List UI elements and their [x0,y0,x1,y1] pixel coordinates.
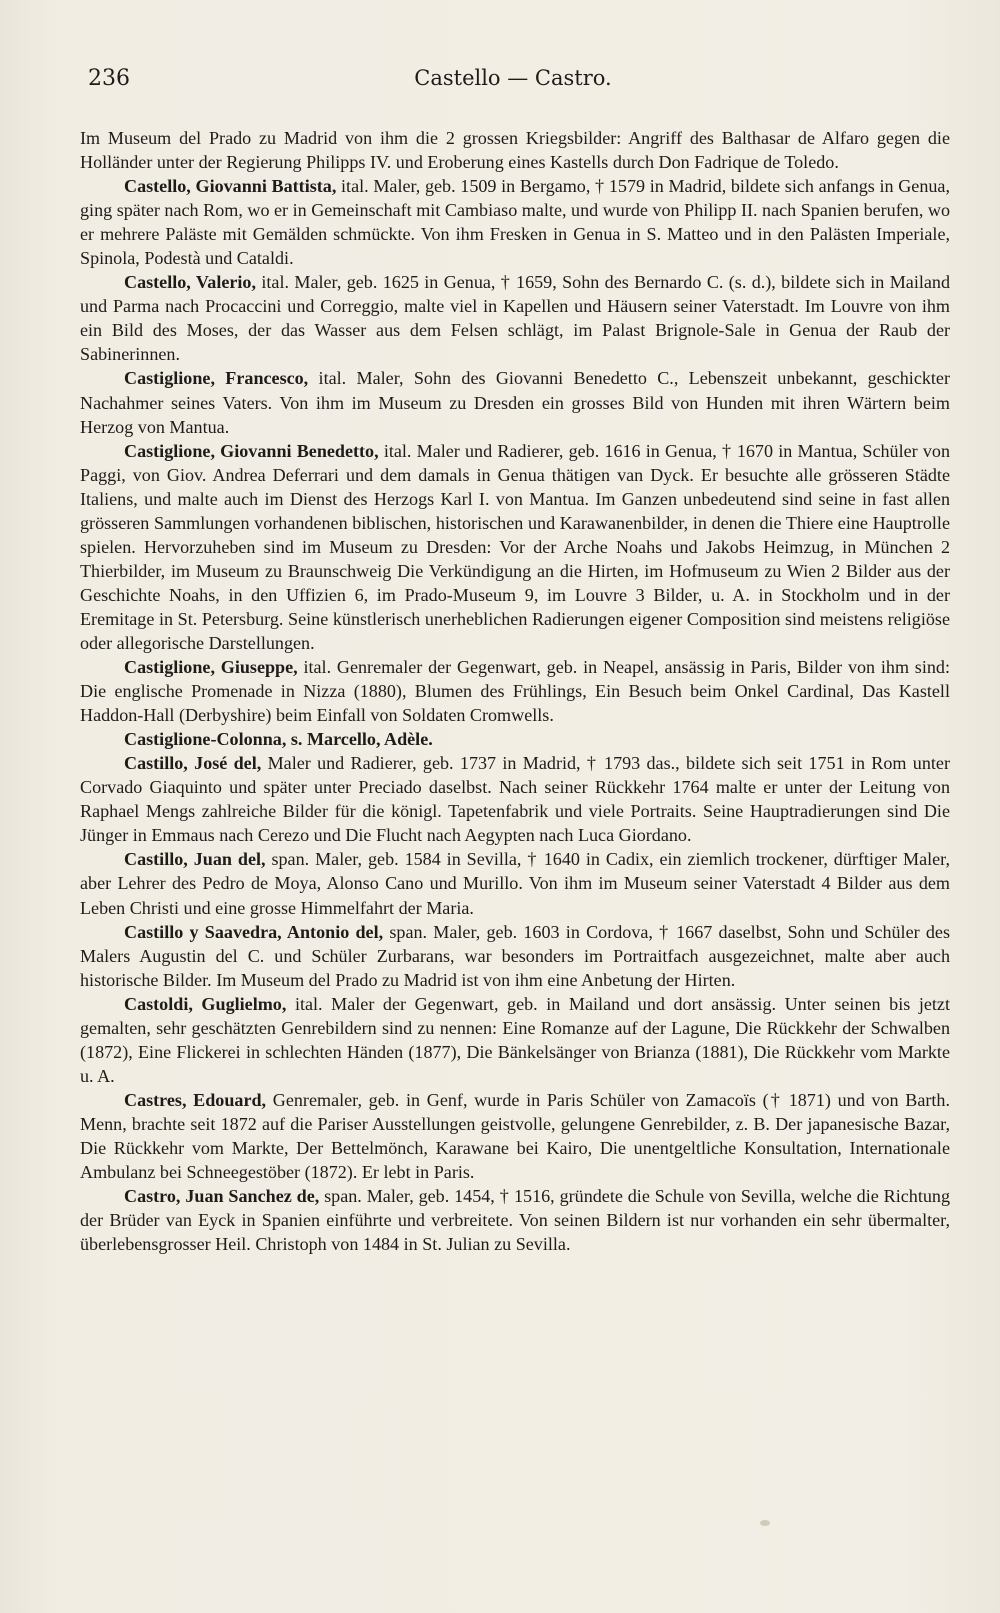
entry-castiglione-colonna [80,727,950,751]
entry-headword: Castillo, José del, [124,753,262,774]
entry-headword: Castoldi, Guglielmo, [124,993,287,1014]
entry-headword: Castello, Valerio, [124,272,257,293]
entry-castiglione-francesco [80,366,950,438]
entry-castiglione-giuseppe [80,655,950,727]
entry-castillo-y-saavedra [80,920,950,992]
entry-castiglione-giovanni-benedetto [80,439,950,655]
entry-castres-edouard [80,1088,950,1184]
entry-castello-valerio [80,270,950,366]
entry-body: ital. Maler der Gegenwart, geb. in Mailand und dort ansässig. Unter seinen bis jetzt gemalten, sehr geschätzten Genrebildern sind zu nennen: Eine Romanze auf der Lagune, Die Rückkehr der Schwalben (1872), Eine Flickerei in schlechten Händen (1877), Die Bänkelsänger von Brianza (1881), Die Rückkehr vom Markte u. A. [80,993,950,1086]
entry-body: Im Museum del Prado zu Madrid von ihm die 2 grossen Kriegsbilder: Angriff des Balthasar de Alfaro gegen die Holländer unter der Regierung Philipps IV. und Eroberung eines Kastells durch Don Fadrique de Toledo. [80,128,950,173]
entry-castillo-juan [80,847,950,919]
paper-blemish [760,1520,770,1526]
entry-headword: Castiglione, Giuseppe, [124,657,298,678]
entry-headword: Castres, Edouard, [124,1089,267,1110]
entry-body: ital. Maler und Radierer, geb. 1616 in Genua, † 1670 in Mantua, Schüler von Paggi, von Giov. Andrea Deferrari und dem damals in Genua thätigen van Dyck. Er besuchte alle grösseren Städte Italiens, und malte auch im Dienst des Herzogs Karl I. von Mantua. Im Ganzen unbedeutend sind seine in fast allen grösseren Sammlungen vorhandenen biblischen, historischen und Karawanenbilder, in denen die Thiere eine Hauptrolle spielen. Hervorzuheben sind im Museum zu Dresden: Vor der Arche Noahs und Jakobs Heimzug, in München 2 Thierbilder, im Museum zu Braunschweig Die Verkündigung an die Hirten, im Hofmuseum zu Wien 2 Bilder aus der Geschichte Noahs, in den Uffizien 6, im Prado-Museum 9, im Louvre 3 Bilder, u. A. in Stockholm und in der Eremitage in St. Petersburg. Seine künstlerisch unerheblichen Radierungen eigener Composition sind meistens religiöse oder allegorische Darstellungen. [80,440,951,653]
entry-headword: Castiglione, Francesco, [124,368,309,389]
page-number: 236 [88,66,130,91]
entry-body: Genremaler, geb. in Genf, wurde in Paris Schüler von Zamacoïs († 1871) und von Barth. Menn, brachte seit 1872 auf die Pariser Ausstellungen geistvolle, gelungene Genrebilder, z. B. Der japanesische Bazar, Die Rückkehr vom Markte, Der Bettelmönch, Karawane bei Kairo, Die unentgeltliche Konsultation, Internationale Ambulanz bei Schneegestöber (1872). Er lebt in Paris. [80,1089,950,1183]
entry-body: span. Maler, geb. 1584 in Sevilla, † 1640 in Cadix, ein ziemlich trockener, dürftiger Maler, aber Lehrer des Pedro de Moya, Alonso Cano und Murillo. Von ihm im Museum seiner Vaterstadt 4 Bilder aus dem Leben Christi und eine grosse Himmelfahrt der Maria. [80,849,950,918]
entry-body: Maler und Radierer, geb. 1737 in Madrid, † 1793 das., bildete sich seit 1751 in Rom unter Corvado Giaquinto und später unter Preciado daselbst. Nach seiner Rückkehr 1764 malte er unter der Leitung von Raphael Mengs zahlreiche Bilder für die königl. Tapetenfabrik und viele Portraits. Seine Hauptradierungen sind Die Jünger in Emmaus nach Cerezo und Die Flucht nach Aegypten nach Luca Giordano. [80,753,950,846]
running-head: Castello — Castro. [414,66,612,90]
entry-castillo-jose [80,751,950,847]
entry-castello-giovanni-battista [80,174,950,270]
entry-headword: Castiglione-Colonna, s. Marcello, Adèle. [124,729,433,750]
dictionary-text [80,126,950,1256]
entry-headword: Castillo, Juan del, [124,849,266,870]
entry-headword: Castro, Juan Sanchez de, [124,1186,320,1207]
entry-body: span. Maler, geb. 1454, † 1516, gründete die Schule von Sevilla, welche die Richtung der Brüder van Eyck in Spanien einführte und verbreitete. Von seinen Bildern ist nur vorhanden ein sehr übermalter, überlebensgrosser Heil. Christoph von 1484 in St. Julian zu Sevilla. [80,1186,950,1255]
entry-body: ital. Genremaler der Gegenwart, geb. in Neapel, ansässig in Paris, Bilder von ihm sind: Die englische Promenade in Nizza (1880), Blumen des Frühlings, Ein Besuch beim Onkel Cardinal, Das Kastell Haddon-Hall (Derbyshire) beim Einfall von Soldaten Cromwells. [80,657,951,726]
continued-entry [80,126,950,174]
entry-headword: Castello, Giovanni Battista, [124,176,337,197]
entry-body: ital. Maler, Sohn des Giovanni Benedetto C., Lebenszeit unbekannt, geschickter Nachahmer seines Vaters. Von ihm im Museum zu Dresden ein grosses Bild von Hunden mit ihren Wärtern beim Herzog von Mantua. [80,368,950,437]
entry-body: span. Maler, geb. 1603 in Cordova, † 1667 daselbst, Sohn und Schüler des Malers Augustin del C. und Schüler Zurbarans, war besonders im Portraitfach ausgezeichnet, malte aber auch historische Bilder. Im Museum del Prado zu Madrid ist von ihm eine Anbetung der Hirten. [80,921,950,990]
entry-body: ital. Maler, geb. 1509 in Bergamo, † 1579 in Madrid, bildete sich anfangs in Genua, ging später nach Rom, wo er in Gemeinschaft mit Cambiaso malte, und wurde von Philipp II. nach Spanien berufen, wo er mehrere Paläste mit Gemälden schmückte. Von ihm Fresken in Genua in S. Matteo und in den Palästen Imperiale, Spinola, Podestà und Cataldi. [80,176,950,269]
page-header [88,66,938,100]
entry-castro-juan-sanchez [80,1184,950,1256]
entry-body: ital. Maler, geb. 1625 in Genua, † 1659, Sohn des Bernardo C. (s. d.), bildete sich in Mailand und Parma nach Procaccini und Correggio, malte viel in Kapellen und Häusern seiner Vaterstadt. Im Louvre von ihm ein Bild des Moses, der das Wasser aus dem Felsen schlägt, im Palast Brignole-Sale in Genua der Raub der Sabinerinnen. [80,272,951,365]
entry-castoldi-guglielmo [80,992,950,1088]
entry-headword: Castillo y Saavedra, Antonio del, [124,921,384,942]
entry-headword: Castiglione, Giovanni Benedetto, [124,440,379,461]
